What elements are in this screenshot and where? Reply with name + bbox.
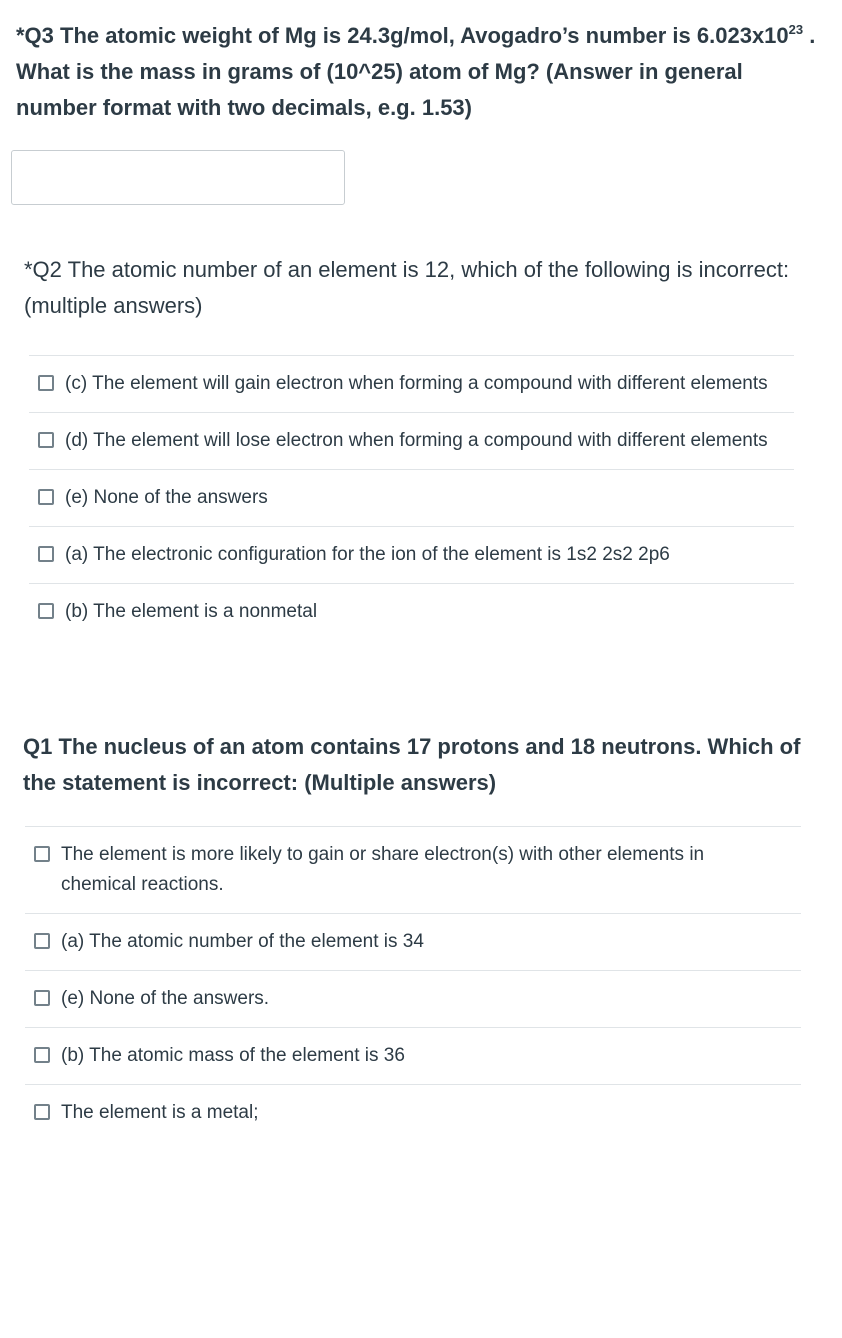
- checkbox[interactable]: [38, 489, 54, 505]
- checkbox[interactable]: [38, 603, 54, 619]
- question-2-option-c[interactable]: [29, 356, 794, 413]
- checkbox[interactable]: [34, 990, 50, 1006]
- option-label[interactable]: (a) The atomic number of the element is 34: [61, 931, 424, 952]
- question-1-option-b[interactable]: [25, 1028, 801, 1085]
- question-2-option-e[interactable]: [29, 470, 794, 527]
- option-label[interactable]: (c) The element will gain electron when forming a compound with different elements: [65, 373, 768, 394]
- option-label[interactable]: (a) The electronic configuration for the ion of the element is 1s2 2s2 2p6: [65, 544, 670, 565]
- question-1-option-gain-share[interactable]: [25, 827, 801, 914]
- checkbox[interactable]: [38, 546, 54, 562]
- question-3-title-text-end: . What is the mass in grams of (10^25) atom of Mg? (Answer in general number format with two decimals, e.g. 1.53): [16, 23, 816, 120]
- question-1-option-metal[interactable]: [25, 1085, 801, 1141]
- option-label[interactable]: (b) The atomic mass of the element is 36: [61, 1045, 405, 1066]
- checkbox[interactable]: [38, 375, 54, 391]
- option-label[interactable]: (e) None of the answers.: [61, 988, 270, 1009]
- question-1-option-e[interactable]: [25, 971, 801, 1028]
- option-label[interactable]: The element is more likely to gain or share electron(s) with other elements in chemical reactions.: [61, 844, 705, 895]
- question-3-exponent: 23: [788, 22, 804, 37]
- question-3-title: [16, 18, 816, 126]
- question-2-option-b[interactable]: [29, 584, 794, 640]
- question-2-title: *Q2 The atomic number of an element is 12, which of the following is incorrect: (multiple answers): [24, 257, 790, 318]
- option-label[interactable]: (d) The element will lose electron when forming a compound with different elements: [65, 430, 768, 451]
- question-2-option-a[interactable]: [29, 527, 794, 584]
- option-label[interactable]: (b) The element is a nonmetal: [65, 601, 318, 622]
- checkbox[interactable]: [34, 1047, 50, 1063]
- checkbox[interactable]: [34, 846, 50, 862]
- question-1-options: [25, 826, 801, 1141]
- option-label[interactable]: (e) None of the answers: [65, 487, 268, 508]
- checkbox[interactable]: [34, 1104, 50, 1120]
- question-1-title: Q1 The nucleus of an atom contains 17 protons and 18 neutrons. Which of the statement is incorrect: (Multiple answers): [23, 734, 801, 795]
- question-3-answer-input[interactable]: [11, 150, 345, 205]
- question-2-option-d[interactable]: [29, 413, 794, 470]
- checkbox[interactable]: [38, 432, 54, 448]
- question-3-title-text-start: *Q3 The atomic weight of Mg is 24.3g/mol, Avogadro’s number is 6.023x10: [16, 23, 789, 48]
- option-label[interactable]: The element is a metal;: [61, 1102, 259, 1123]
- checkbox[interactable]: [34, 933, 50, 949]
- question-1-option-a[interactable]: [25, 914, 801, 971]
- question-2-options: [29, 355, 794, 640]
